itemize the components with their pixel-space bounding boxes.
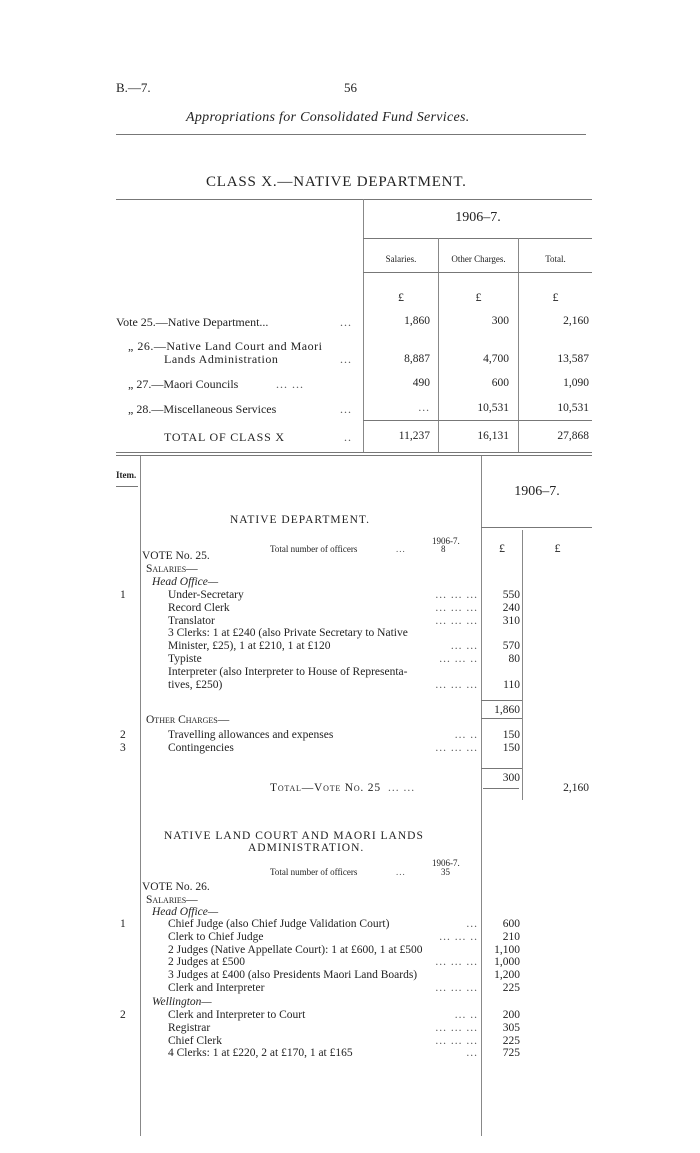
col-total: Total. — [545, 254, 566, 264]
head-office-heading: Head Office— — [152, 576, 219, 588]
line-amount: 1,000 — [494, 956, 520, 969]
section-title: NATIVE LAND COURT AND MAORI LANDS — [164, 830, 424, 842]
leader-dots: ... .. — [454, 729, 478, 741]
line-amount: 240 — [502, 601, 520, 614]
leader-dots: ... .. — [454, 1009, 478, 1021]
leader-dots: ... ... .. — [439, 930, 478, 943]
summary-total: 13,587 — [557, 353, 589, 365]
summary-total: 1,090 — [563, 377, 589, 389]
line-amount: 200 — [502, 1009, 520, 1021]
line-amount: 225 — [502, 1034, 520, 1047]
leader-dots: ... ... ... — [435, 982, 478, 994]
line-text: Contingencies — [168, 742, 234, 754]
summary-total-label: TOTAL OF CLASS X — [164, 430, 285, 444]
line-amount: 80 — [508, 653, 520, 665]
total-other: 16,131 — [477, 430, 509, 442]
line-text: 4 Clerks: 1 at £220, 2 at £170, 1 at £165 — [168, 1047, 353, 1060]
summary-row-label: „ 27.—Maori Councils — [128, 377, 239, 391]
salaries-heading: Salaries— — [146, 563, 198, 575]
leader-dots: ... — [466, 918, 478, 930]
leader-dots: ... — [340, 402, 352, 416]
line-amount: 1,100 — [494, 943, 520, 956]
line-text: Under-Secretary — [168, 589, 244, 601]
line-text: Clerk and Interpreter to Court — [168, 1009, 306, 1021]
line-amount: 150 — [502, 729, 520, 741]
detail-year: 1906–7. — [514, 484, 560, 499]
pound-sign: £ — [398, 290, 404, 304]
leader-dots: ... ... — [450, 640, 478, 653]
wellington-heading: Wellington— — [152, 996, 212, 1008]
officers-year: 1906-7. — [432, 858, 460, 868]
line-text: Chief Judge (also Chief Judge Validation Court) — [168, 918, 390, 930]
line-amount: 210 — [502, 930, 520, 943]
line-amount: 1,200 — [494, 969, 520, 982]
salaries-heading: Salaries— — [146, 894, 198, 906]
leader-dots: ... ... ... — [435, 1034, 478, 1047]
summary-row-label-cont: Lands Administration — [164, 352, 279, 366]
line-text: Record Clerk — [168, 601, 230, 614]
line-amount: 570 — [502, 640, 520, 653]
vote-number: VOTE No. 26. — [142, 881, 210, 893]
line-text: 3 Clerks: 1 at £240 (also Private Secretary to Native — [168, 627, 408, 640]
pound-sign: £ — [475, 290, 482, 304]
subtotal-other: 300 — [502, 772, 520, 784]
leader-dots: ... — [396, 544, 406, 554]
pound-sign: £ — [499, 541, 505, 555]
other-charges-heading: Other Charges— — [146, 714, 230, 726]
summary-salaries: 490 — [412, 377, 430, 389]
head-office-heading: Head Office— — [152, 906, 219, 918]
leader-dots: ... ... ... — [435, 956, 478, 969]
summary-row-label: „ 26.—Native Land Court and Maori — [128, 339, 323, 353]
leader-dots: ... — [340, 352, 352, 366]
officers-label: Total number of officers — [270, 544, 358, 554]
line-text: 2 Judges (Native Appellate Court): 1 at £600, 1 at £500 — [168, 943, 423, 956]
line-amount: 310 — [502, 614, 520, 627]
line-text: 2 Judges at £500 — [168, 956, 245, 969]
leader-dots: ... ... — [388, 782, 416, 794]
item-number: 1 — [120, 918, 126, 930]
section-title: NATIVE DEPARTMENT. — [230, 514, 370, 526]
page-ref: B.—7. — [116, 80, 151, 95]
leader-dots: ... ... ... — [435, 1021, 478, 1034]
line-text: Minister, £25), 1 at £210, 1 at £120 — [168, 640, 331, 653]
leader-dots: ... ... ... — [435, 678, 478, 691]
line-amount: 150 — [502, 742, 520, 754]
summary-salaries: 8,887 — [404, 353, 430, 365]
leader-dots: ... ... ... — [435, 614, 478, 627]
page-number: 56 — [344, 80, 357, 95]
total-total: 27,868 — [557, 430, 589, 442]
class-title: CLASS X.—NATIVE DEPARTMENT. — [206, 174, 467, 190]
summary-total: 10,531 — [557, 402, 589, 414]
line-text: tives, £250) — [168, 678, 223, 691]
summary-row-label: „ 28.—Miscellaneous Services — [128, 402, 277, 416]
rule — [116, 134, 586, 135]
leader-dots: ... — [466, 1047, 478, 1060]
line-text: Clerk to Chief Judge — [168, 930, 264, 943]
line-amount: 305 — [502, 1021, 520, 1034]
total-salaries: 11,237 — [398, 430, 430, 442]
item-number: 2 — [120, 729, 126, 741]
vote-number: VOTE No. 25. — [142, 550, 210, 562]
item-number: 1 — [120, 589, 126, 601]
summary-other: 4,700 — [483, 353, 509, 365]
leader-dots: ... — [396, 867, 406, 877]
officers-count: 35 — [441, 867, 450, 877]
summary-other: 10,531 — [477, 402, 509, 414]
pound-sign: £ — [552, 290, 559, 304]
vote-total-label: Total—Vote No. 25 — [270, 782, 381, 794]
line-amount: 225 — [502, 982, 520, 994]
line-text: Registrar — [168, 1021, 211, 1034]
line-amount: 725 — [502, 1047, 520, 1060]
col-salaries: Salaries. — [385, 254, 417, 264]
subtotal-salaries: 1,860 — [494, 704, 520, 716]
line-amount: 550 — [502, 589, 520, 601]
summary-salaries: ... — [418, 402, 430, 414]
officers-label: Total number of officers — [270, 867, 358, 877]
page-subtitle: Appropriations for Consolidated Fund Services. — [186, 110, 470, 125]
line-amount: 110 — [503, 678, 520, 691]
summary-other: 300 — [491, 315, 509, 327]
col-other-charges: Other Charges. — [451, 254, 506, 264]
item-column-header: Item. — [116, 470, 137, 480]
line-amount: 600 — [502, 918, 520, 930]
leader-dots: ... ... ... — [435, 742, 478, 754]
line-text: Clerk and Interpreter — [168, 982, 265, 994]
item-number: 3 — [120, 742, 126, 754]
item-number: 2 — [120, 1009, 126, 1021]
summary-other: 600 — [491, 377, 509, 389]
leader-dots: ... ... ... — [435, 589, 478, 601]
officers-year: 1906-7. — [432, 536, 460, 546]
leader-dots: ... ... ... — [435, 601, 478, 614]
summary-row-label: Vote 25.—Native Department... — [116, 315, 269, 329]
line-text: Typiste — [168, 653, 202, 665]
line-text: Translator — [168, 614, 215, 627]
summary-year: 1906–7. — [455, 210, 501, 225]
leader-dots: ... — [340, 315, 352, 329]
leader-dots: ... ... .. — [439, 653, 478, 665]
summary-salaries: 1,860 — [404, 315, 430, 327]
officers-count: 8 — [441, 544, 446, 554]
vote-total: 2,160 — [563, 782, 589, 794]
leader-dots: .. — [344, 430, 352, 444]
section-title-cont: ADMINISTRATION. — [248, 842, 365, 854]
line-text: Interpreter (also Interpreter to House of Representa- — [168, 665, 408, 678]
summary-total: 2,160 — [563, 315, 589, 327]
line-text: 3 Judges at £400 (also Presidents Maori Land Boards) — [168, 969, 418, 982]
pound-sign: £ — [554, 541, 561, 555]
leader-dots: ... ... — [276, 377, 304, 391]
line-text: Chief Clerk — [168, 1034, 222, 1047]
line-text: Travelling allowances and expenses — [168, 729, 334, 741]
